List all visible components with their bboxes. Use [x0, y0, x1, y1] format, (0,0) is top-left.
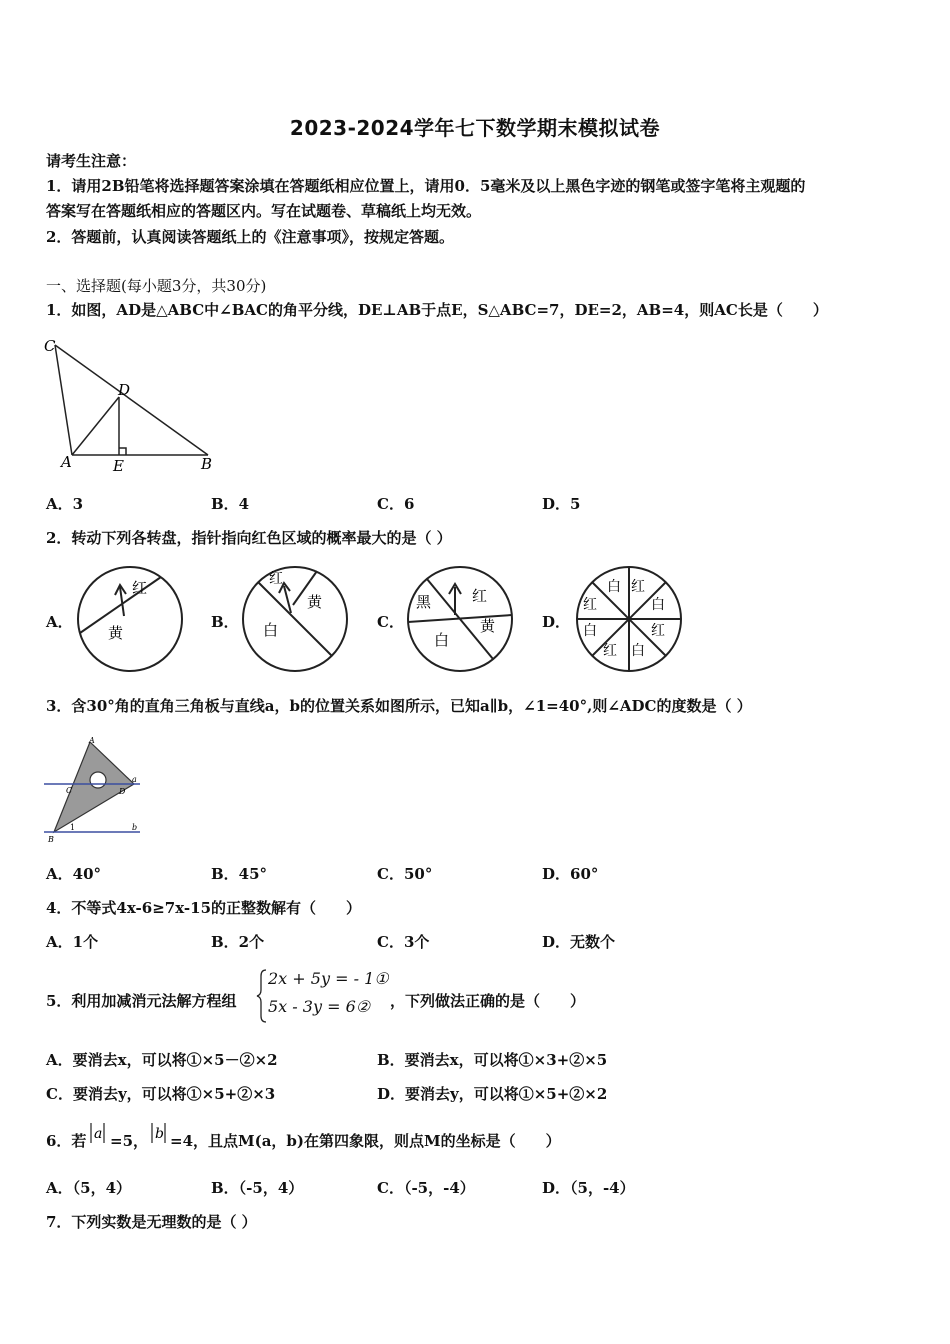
- question-7-text: 7．下列实数是无理数的是（ ）: [46, 1213, 257, 1231]
- notice-line-3: 2．答题前，认真阅读答题纸上的《注意事项》，按规定答题。: [46, 228, 454, 246]
- q2-option-c: C．: [377, 613, 404, 631]
- q3-option-b: B．45°: [211, 865, 268, 883]
- q5-option-b: B．要消去x，可以将①×3+②×5: [377, 1051, 608, 1069]
- question-3-set-square-figure: [40, 734, 150, 846]
- q3-option-a: A．40°: [46, 865, 102, 883]
- q5-option-d: D．要消去y，可以将①×5+②×2: [377, 1085, 608, 1103]
- question-6-prefix: 6．若: [46, 1132, 87, 1150]
- spinner-a-label-red: 红: [132, 579, 148, 597]
- spinner-d-label-8: 红: [583, 597, 597, 613]
- spinner-a: [74, 563, 186, 675]
- figure3-label-line-b: b: [132, 823, 138, 832]
- figure-label-b: B: [201, 455, 213, 473]
- figure-label-a: A: [61, 453, 72, 471]
- spinner-d: [573, 563, 685, 675]
- figure-label-d: D: [118, 381, 131, 399]
- spinner-d-label-4: 红: [651, 623, 665, 639]
- figure3-label-angle-1: 1: [70, 823, 76, 832]
- spinner-c-label-yellow: 黄: [480, 617, 496, 635]
- q2-option-d: D．: [542, 613, 571, 631]
- notice-line-1: 1．请用2B铅笔将选择题答案涂填在答题纸相应位置上，请用0．5毫米及以上黑色字迹的钢笔或签字笔将主观题的: [46, 177, 806, 195]
- q1-option-d: D．5: [542, 495, 581, 513]
- q3-option-c: C．50°: [377, 865, 433, 883]
- abs-value-a-bars: [88, 1121, 108, 1147]
- question-1-text: 1．如图，AD是△ABC中∠BAC的角平分线，DE⊥AB于点E，S△ABC=7，DE=2，AB=4，则AC长是（ ）: [46, 301, 828, 319]
- figure3-label-line-a: a: [132, 775, 137, 784]
- q3-option-d: D．60°: [542, 865, 599, 883]
- q2-option-b: B．: [211, 613, 239, 631]
- spinner-d-label-7: 白: [583, 623, 597, 639]
- q4-option-a: A．1个: [46, 933, 99, 951]
- question-2-text: 2．转动下列各转盘，指针指向红色区域的概率最大的是（ ）: [46, 529, 452, 547]
- question-4-text: 4．不等式4x-6≥7x-15的正整数解有（ ）: [46, 899, 362, 917]
- spinner-b-label-red: 红: [269, 571, 283, 587]
- spinner-c-label-red: 红: [472, 587, 488, 605]
- equation-2: 5x - 3y = 6②: [268, 997, 371, 1016]
- q6-option-a: A．（5，4）: [46, 1179, 132, 1197]
- q5-option-c: C．要消去y，可以将①×5+②×3: [46, 1085, 276, 1103]
- section-heading: 一、选择题(每小题3分，共30分): [46, 277, 267, 295]
- q5-option-a: A．要消去x，可以将①×5－②×2: [46, 1051, 278, 1069]
- q6-option-d: D．（5，-4）: [542, 1179, 635, 1197]
- q1-option-c: C．6: [377, 495, 415, 513]
- question-5-suffix: ，下列做法正确的是（ ）: [390, 992, 586, 1010]
- notice-line-2: 答案写在答题纸相应的答题区内。写在试题卷、草稿纸上均无效。: [46, 202, 482, 220]
- abs-value-a: a: [94, 1126, 103, 1142]
- question-3-text: 3．含30°角的直角三角板与直线a，b的位置关系如图所示，已知a∥b，∠1=40°,则∠ADC的度数是（ ）: [46, 697, 752, 715]
- question-5-prefix: 5．利用加减消元法解方程组: [46, 992, 237, 1010]
- abs-value-b-bars: [149, 1121, 169, 1147]
- question-6-mid-1: =5，: [110, 1132, 149, 1150]
- equation-1: 2x + 5y = - 1①: [268, 969, 389, 988]
- q2-option-a: A．: [46, 613, 73, 631]
- q1-option-b: B．4: [211, 495, 250, 513]
- figure-label-e: E: [113, 457, 124, 475]
- abs-value-b: b: [155, 1126, 164, 1142]
- spinner-b-label-white: 白: [263, 621, 279, 639]
- figure3-label-c: C: [66, 786, 73, 795]
- q4-option-b: B．2个: [211, 933, 265, 951]
- spinner-d-label-1: 白: [607, 579, 621, 595]
- question-6-mid-2: =4，且点M(a，b)在第四象限，则点M的坐标是（ ）: [170, 1132, 561, 1150]
- spinner-b-label-yellow: 黄: [307, 593, 323, 611]
- q6-option-c: C．（-5，-4）: [377, 1179, 475, 1197]
- q4-option-d: D．无数个: [542, 933, 616, 951]
- spinner-c: [404, 563, 516, 675]
- question-1-triangle-figure: [40, 333, 220, 478]
- spinner-d-label-6: 红: [603, 643, 617, 659]
- spinner-d-label-5: 白: [631, 643, 645, 659]
- q4-option-c: C．3个: [377, 933, 430, 951]
- q6-option-b: B．（-5，4）: [211, 1179, 304, 1197]
- spinner-b: [239, 563, 351, 675]
- spinner-c-label-black: 黑: [416, 593, 432, 611]
- figure3-label-a-point: A: [89, 736, 95, 745]
- figure3-label-b-point: B: [48, 835, 54, 844]
- q1-option-a: A．3: [46, 495, 84, 513]
- spinner-a-label-yellow: 黄: [108, 624, 124, 642]
- figure3-label-d: D: [119, 787, 126, 796]
- spinner-d-label-3: 白: [651, 597, 665, 613]
- figure-label-c: C: [44, 337, 56, 355]
- notice-heading: 请考生注意：: [46, 152, 137, 170]
- spinner-d-label-2: 红: [631, 579, 645, 595]
- page-title: 2023-2024学年七下数学期末模拟试卷: [289, 116, 661, 140]
- spinner-c-label-white: 白: [434, 631, 450, 649]
